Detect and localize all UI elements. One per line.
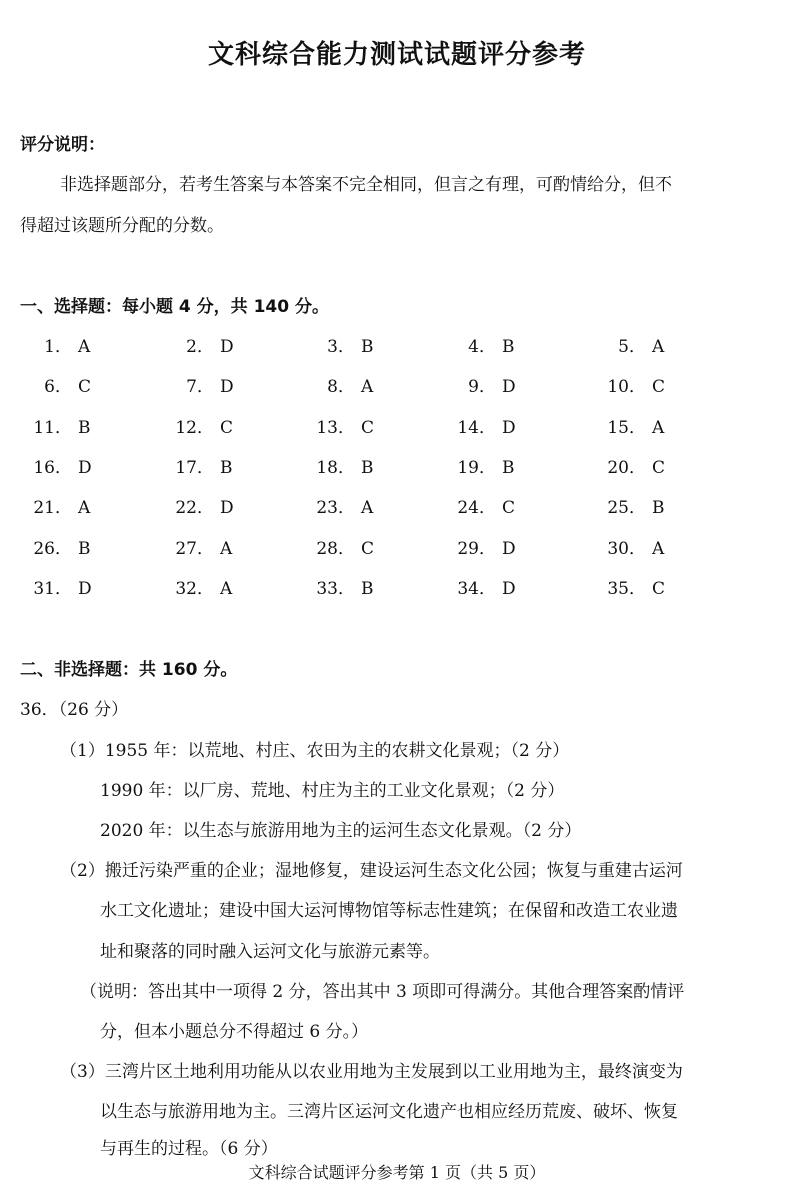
question-number: 18． — [316, 457, 355, 478]
question-number: 28． — [316, 538, 355, 559]
q36-part2-line-1: （2）搬迁污染严重的企业；湿地修复，建设运河生态文化公园；恢复与重建古运河 — [60, 861, 683, 881]
answer-letter: B — [361, 578, 374, 599]
answer-item — [313, 534, 374, 559]
scoring-notes-line-2: 得超过该题所分配的分数。 — [20, 216, 224, 236]
answer-item — [172, 413, 233, 438]
answer-letter: D — [220, 498, 234, 519]
q36-part1-line-1: （1）1955 年：以荒地、村庄、农田为主的农耕文化景观；（2 分） — [60, 741, 570, 761]
question-number: 35． — [607, 578, 646, 599]
answer-item — [454, 453, 515, 478]
page-footer: 文科综合试题评分参考第 1 页（共 5 页） — [248, 1163, 546, 1182]
q36-part2-line-2: 水工文化遗址；建设中国大运河博物馆等标志性建筑；在保留和改造工农业遗 — [100, 901, 678, 921]
page-title: 文科综合能力测试试题评分参考 — [207, 40, 586, 70]
question-number: 13． — [316, 417, 355, 438]
question-number: 10． — [607, 377, 646, 398]
question-number: 27． — [175, 538, 214, 559]
question-number: 16． — [33, 457, 72, 478]
answer-item — [30, 332, 90, 357]
answer-item — [172, 493, 234, 518]
answer-letter: C — [652, 457, 666, 478]
answer-item — [313, 413, 374, 438]
question-number: 24． — [457, 498, 496, 519]
answer-item — [604, 493, 665, 518]
question-number: 12． — [175, 417, 214, 438]
q36-note-line-1: （说明：答出其中一项得 2 分，答出其中 3 项即可得满分。其他合理答案酌情评 — [80, 982, 685, 1002]
answer-item — [313, 332, 374, 357]
answer-item — [30, 413, 91, 438]
question-number: 14． — [457, 417, 496, 438]
answer-letter: D — [502, 377, 516, 398]
answer-letter: D — [220, 337, 234, 357]
answer-item — [604, 332, 664, 357]
answer-row — [0, 413, 794, 453]
answer-letter: A — [361, 498, 374, 519]
answer-item — [30, 453, 92, 478]
answer-item — [604, 534, 664, 559]
question-number: 1． — [44, 337, 72, 357]
question-number: 6． — [44, 377, 72, 398]
question-number: 15． — [607, 417, 646, 438]
answer-letter: B — [361, 337, 374, 357]
answer-item — [604, 453, 665, 478]
question-number: 23． — [316, 498, 355, 519]
q36-part1-line-2: 1990 年：以厂房、荒地、村庄为主的工业文化景观；（2 分） — [100, 781, 565, 801]
question-number: 34． — [457, 578, 496, 599]
answer-row — [0, 332, 794, 372]
question-number: 17． — [175, 457, 214, 478]
answer-letter: D — [502, 538, 516, 559]
question-number: 19． — [457, 457, 496, 478]
q36-part1-line-3: 2020 年：以生态与旅游用地为主的运河生态文化景观。（2 分） — [100, 821, 582, 841]
question-number: 7． — [186, 377, 214, 398]
answer-letter: A — [78, 498, 91, 519]
question-number: 22． — [175, 498, 214, 519]
answer-letter: D — [78, 578, 92, 599]
answer-letter: D — [502, 417, 516, 438]
question-number: 21． — [33, 498, 72, 519]
answer-item — [30, 372, 91, 397]
question-number: 30． — [607, 538, 646, 559]
answer-item — [30, 534, 91, 559]
q36-part3-line-3: 与再生的过程。（6 分） — [100, 1139, 278, 1159]
answer-item — [604, 574, 665, 599]
answer-letter: A — [652, 538, 665, 559]
answer-item — [313, 453, 374, 478]
answer-row — [0, 493, 794, 533]
answer-letter: A — [652, 417, 665, 438]
answer-item — [30, 574, 92, 599]
answer-letter: B — [78, 538, 91, 559]
q36-part2-line-3: 址和聚落的同时融入运河文化与旅游元素等。 — [100, 942, 440, 962]
answer-item — [604, 372, 665, 397]
answer-row — [0, 534, 794, 574]
question-number: 9． — [468, 377, 496, 398]
answer-item — [313, 574, 374, 599]
answer-letter: A — [78, 337, 91, 357]
answer-letter: B — [361, 457, 374, 478]
answer-letter: C — [361, 538, 375, 559]
q36-note-line-2: 分，但本小题总分不得超过 6 分。） — [100, 1022, 369, 1042]
answer-letter: D — [502, 578, 516, 599]
question-number: 5． — [618, 337, 646, 357]
question-number: 3． — [327, 337, 355, 357]
answer-letter: C — [220, 417, 234, 438]
q36-part3-line-1: （3）三湾片区土地利用功能从以农业用地为主发展到以工业用地为主，最终演变为 — [60, 1062, 683, 1082]
answer-letter: C — [78, 377, 92, 398]
answer-item — [454, 413, 516, 438]
answer-letter: B — [652, 498, 665, 519]
question-number: 29． — [457, 538, 496, 559]
answer-item — [454, 493, 515, 518]
scoring-notes-line-1: 非选择题部分，若考生答案与本答案不完全相同，但言之有理，可酌情给分，但不 — [60, 175, 672, 195]
answer-row — [0, 453, 794, 493]
answer-row — [0, 372, 794, 412]
question-number: 31． — [33, 578, 72, 599]
answer-item — [604, 413, 664, 438]
section-2-heading: 二、非选择题：共 160 分。 — [20, 660, 238, 680]
answer-letter: A — [220, 578, 233, 599]
answer-letter: B — [220, 457, 233, 478]
answer-item — [172, 534, 232, 559]
answer-item — [172, 453, 233, 478]
answer-letter: A — [652, 337, 665, 357]
answer-letter: D — [78, 457, 92, 478]
answer-letter: C — [652, 578, 666, 599]
answer-letter: A — [220, 538, 233, 559]
answer-item — [313, 493, 373, 518]
answer-letter: C — [502, 498, 516, 519]
answer-item — [454, 534, 516, 559]
question-number: 32． — [175, 578, 214, 599]
answer-letter: B — [502, 457, 515, 478]
question-number: 25． — [607, 498, 646, 519]
answer-item — [313, 372, 373, 397]
answer-item — [454, 332, 515, 357]
question-number: 11． — [33, 417, 72, 438]
answer-row — [0, 574, 794, 614]
answer-item — [454, 574, 516, 599]
section-1-heading: 一、选择题：每小题 4 分，共 140 分。 — [20, 297, 329, 317]
answer-letter: C — [652, 377, 666, 398]
answer-item — [454, 372, 516, 397]
question-number: 2． — [186, 337, 214, 357]
question-number: 4． — [468, 337, 496, 357]
answer-item — [172, 332, 234, 357]
answer-letter: C — [361, 417, 375, 438]
answer-item — [172, 574, 232, 599]
answer-letter: D — [220, 377, 234, 398]
question-36-heading: 36．（26 分） — [20, 700, 129, 720]
answer-item — [30, 493, 90, 518]
scoring-notes-heading: 评分说明： — [20, 135, 105, 155]
answer-letter: B — [78, 417, 91, 438]
question-number: 8． — [327, 377, 355, 398]
question-number: 33． — [316, 578, 355, 599]
q36-part3-line-2: 以生态与旅游用地为主。三湾片区运河文化遗产也相应经历荒废、破坏、恢复 — [100, 1102, 678, 1122]
answer-letter: A — [361, 377, 374, 398]
question-number: 20． — [607, 457, 646, 478]
answer-letter: B — [502, 337, 515, 357]
answer-item — [172, 372, 234, 397]
question-number: 26． — [33, 538, 72, 559]
